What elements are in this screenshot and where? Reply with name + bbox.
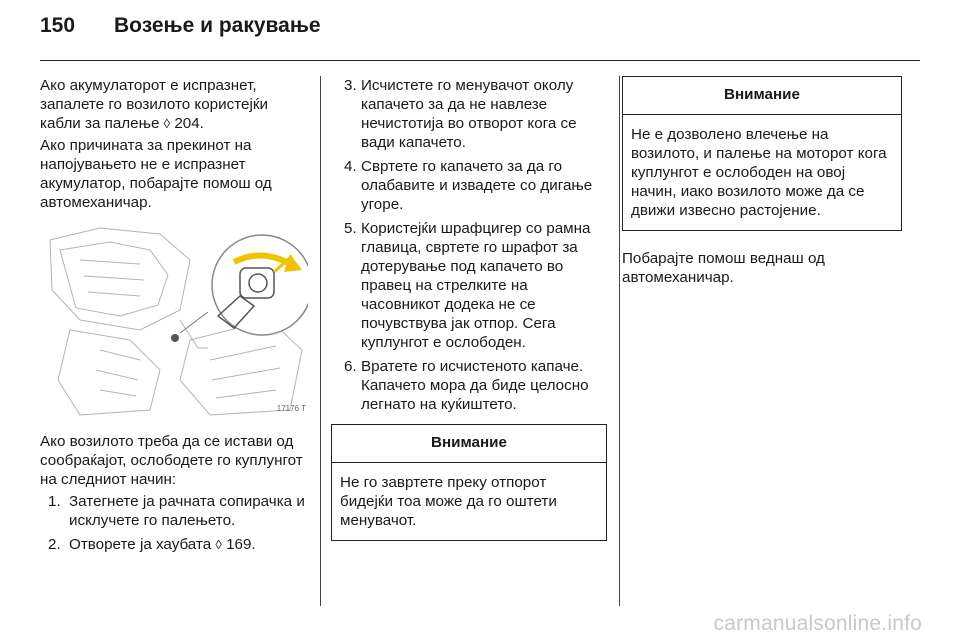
steps-list-1 (40, 492, 308, 554)
page-reference-link[interactable]: 204. (174, 115, 204, 132)
column-divider-1 (320, 76, 321, 606)
reference-arrow-icon: ◊ (215, 537, 222, 552)
watermark: carmanualsonline.info (713, 612, 922, 635)
column-3 (622, 76, 902, 290)
header-rule (40, 60, 920, 61)
list-item: 1. Затегнете ја рачната сопирачка и исклучете го палењето. (48, 493, 305, 529)
clutch-release-figure (40, 220, 308, 420)
warning-box-gearbox (331, 424, 607, 541)
list-item: 5. Користејќи шрафцигер со рамна главица, свртете го шрафот за дотерување под капачето во правец на стрелките на часовникот додека не се почувствува јак отпор. Сега куплунгот е ослободен. (344, 220, 591, 351)
paragraph-jump-start: Ако акумулаторот е испразнет, запалете го возилото користејќи кабли за палење ◊ 204. (40, 77, 268, 132)
column-divider-2 (619, 76, 620, 606)
list-item: 3. Исчистете го менувачот околу капачето за да не навлезе нечистотија во отворот кога се вади капачето. (344, 77, 577, 151)
warning-title: Внимание (332, 425, 606, 463)
list-item: 4. Свртете го капачето за да го олабавите и извадете со дигање угоре. (344, 158, 593, 213)
warning-title: Внимание (623, 77, 901, 115)
column-2 (331, 76, 607, 541)
reference-arrow-icon: ◊ (163, 116, 171, 131)
list-item: 6. Вратете го исчистеното капаче. Капачето мора да биде целосно легнато на куќиштето. (344, 358, 589, 413)
engine-bay-illustration (40, 220, 308, 420)
warning-box-towing (622, 76, 902, 231)
page-number: 150 (40, 14, 76, 37)
paragraph-help: Побарајте помош веднаш од автомеханичар. (622, 250, 825, 286)
list-item: 2. Отворете ја хаубата ◊ 169. (48, 536, 256, 553)
warning-body: Не е дозволено влечење на возилото, и палење на моторот кога куплунгот е ослободен на овој начин, иако возилото може да се движи извесно растојение. (631, 126, 887, 219)
column-1 (40, 76, 308, 559)
warning-body: Не го завртете преку отпорот бидејќи тоа може да го оштети менувачот. (340, 474, 557, 529)
paragraph-mechanic: Ако причината за прекинот на напојувањето не е испразнет акумулатор, побарајте помош од автомеханичар. (40, 137, 272, 211)
paragraph-release-intro: Ако возилото треба да се истави од сообраќајот, ослободете го куплунгот на следниот начин: (40, 433, 303, 488)
page-header (40, 14, 321, 48)
page-reference-link[interactable]: 169. (226, 536, 256, 553)
figure-code: 17176 T (276, 404, 306, 413)
page-title: Возење и ракување (114, 14, 321, 37)
steps-list-2 (331, 76, 607, 414)
release-cap-marker (171, 334, 179, 342)
detail-magnifier (212, 235, 308, 335)
